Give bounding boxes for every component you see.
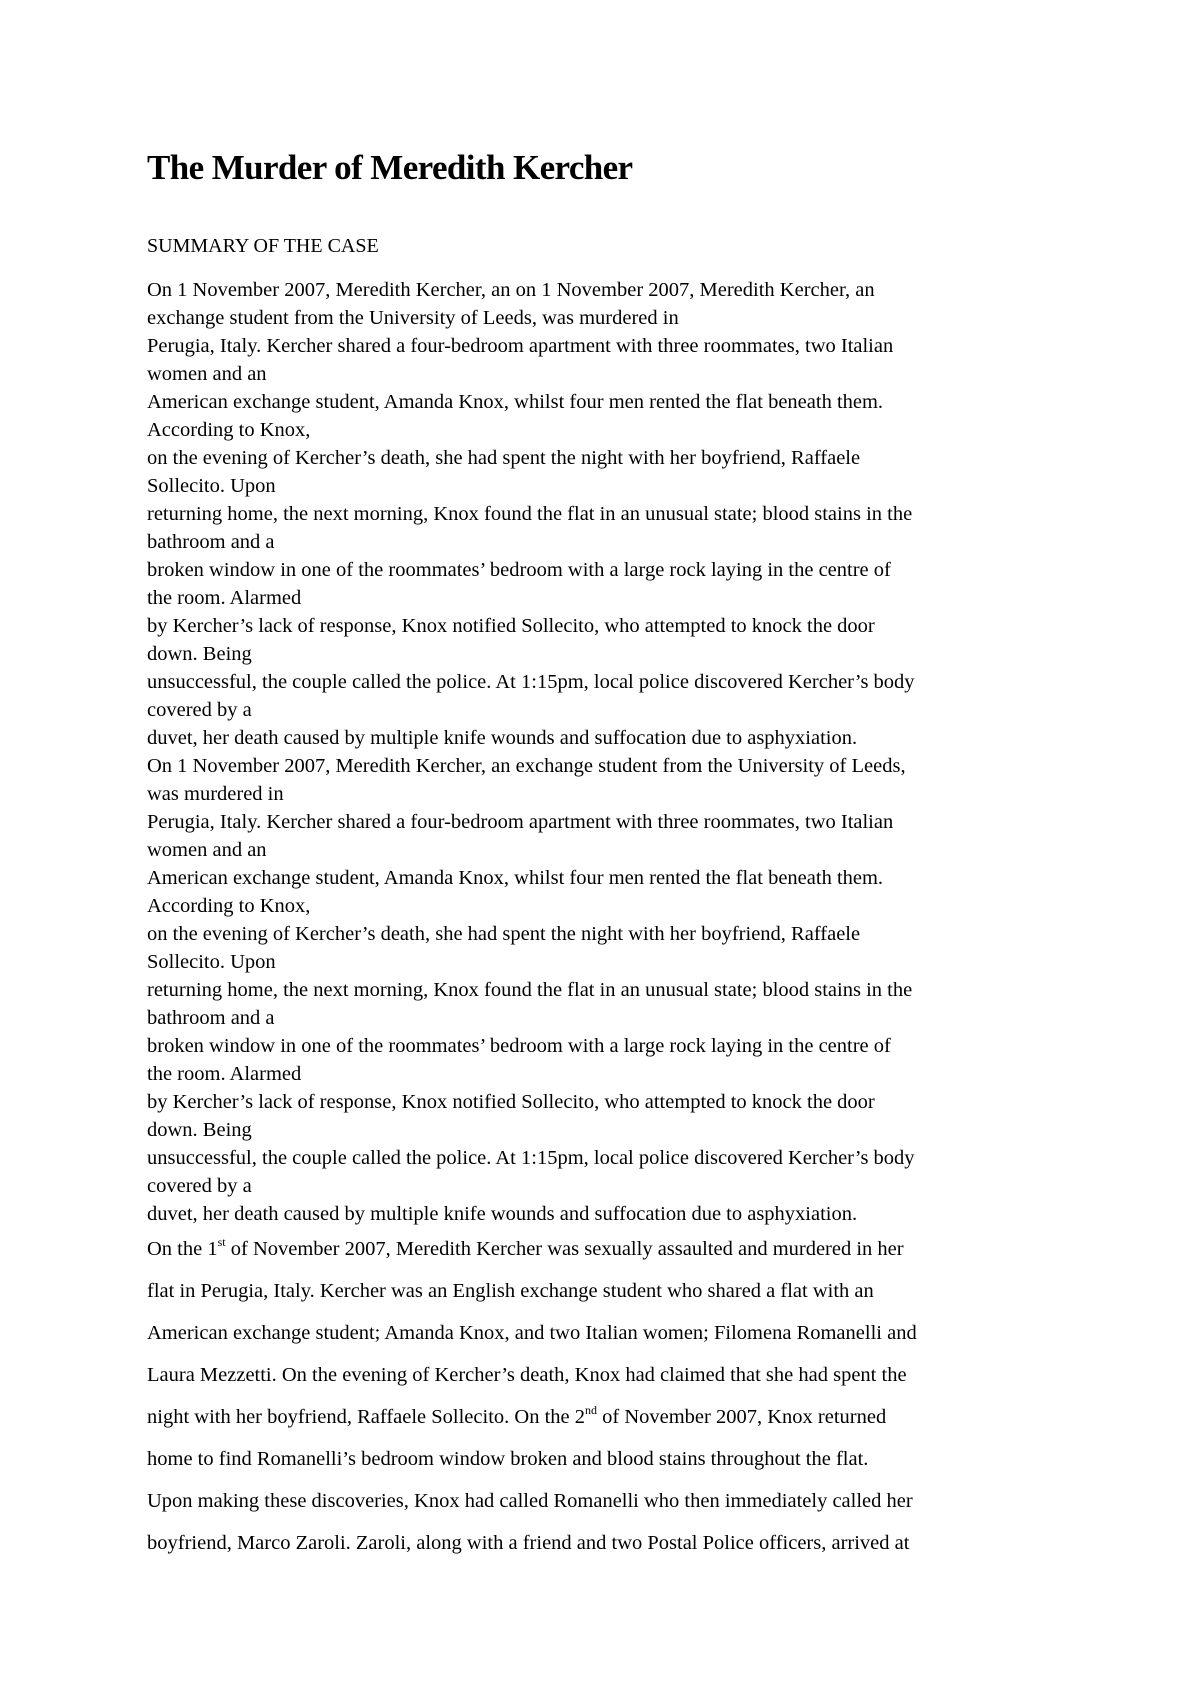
text-line: down. Being	[147, 643, 252, 665]
text-segment: night with her boyfriend, Raffaele Sollecito. On the 2	[147, 1406, 585, 1428]
text-line: covered by a	[147, 699, 252, 721]
document-title: The Murder of Meredith Kercher	[147, 148, 633, 187]
text-line: Perugia, Italy. Kercher shared a four-bedroom apartment with three roommates, two Italian	[147, 811, 894, 833]
text-line: broken window in one of the roommates’ bedroom with a large rock laying in the centre of	[147, 1035, 891, 1057]
text-line: broken window in one of the roommates’ bedroom with a large rock laying in the centre of	[147, 559, 891, 581]
text-line: American exchange student, Amanda Knox, whilst four men rented the flat beneath them.	[147, 391, 884, 413]
text-line: on the evening of Kercher’s death, she had spent the night with her boyfriend, Raffaele	[147, 923, 861, 945]
text-line: exchange student from the University of Leeds, was murdered in	[147, 307, 679, 329]
text-line: bathroom and a	[147, 1007, 275, 1029]
text-line: down. Being	[147, 1119, 252, 1141]
section-heading: SUMMARY OF THE CASE	[147, 235, 379, 257]
text-line: women and an	[147, 839, 267, 861]
final-paragraph	[147, 1228, 1077, 1564]
text-segment: of November 2007, Knox returned	[597, 1406, 887, 1428]
ordinal-superscript: st	[217, 1235, 226, 1249]
text-segment: of November 2007, Meredith Kercher was sexually assaulted and murdered in her	[225, 1238, 904, 1260]
text-line: unsuccessful, the couple called the police. At 1:15pm, local police discovered Kercher’s body	[147, 1147, 915, 1169]
text-line	[147, 1396, 1077, 1438]
text-line: bathroom and a	[147, 531, 275, 553]
text-segment: home to find Romanelli’s bedroom window broken and blood stains throughout the flat.	[147, 1448, 869, 1470]
text-line	[147, 1312, 1077, 1354]
text-line: unsuccessful, the couple called the police. At 1:15pm, local police discovered Kercher’s body	[147, 671, 915, 693]
text-line: On 1 November 2007, Meredith Kercher, an on 1 November 2007, Meredith Kercher, an	[147, 279, 875, 301]
text-line: covered by a	[147, 1175, 252, 1197]
text-line: duvet, her death caused by multiple knife wounds and suffocation due to asphyxiation.	[147, 727, 858, 749]
text-line	[147, 1438, 1077, 1480]
text-line: Sollecito. Upon	[147, 475, 276, 497]
text-segment: Upon making these discoveries, Knox had called Romanelli who then immediately called her	[147, 1490, 913, 1512]
text-segment: American exchange student; Amanda Knox, and two Italian women; Filomena Romanelli and	[147, 1322, 917, 1344]
text-line: by Kercher’s lack of response, Knox notified Sollecito, who attempted to knock the door	[147, 1091, 875, 1113]
text-line: American exchange student, Amanda Knox, whilst four men rented the flat beneath them.	[147, 867, 884, 889]
text-line: on the evening of Kercher’s death, she had spent the night with her boyfriend, Raffaele	[147, 447, 861, 469]
text-line: duvet, her death caused by multiple knife wounds and suffocation due to asphyxiation.	[147, 1203, 858, 1225]
draft-paragraph	[147, 276, 1077, 1228]
text-line	[147, 1480, 1077, 1522]
text-segment: flat in Perugia, Italy. Kercher was an English exchange student who shared a flat with an	[147, 1280, 874, 1302]
ordinal-superscript: nd	[585, 1403, 597, 1417]
text-segment: Laura Mezzetti. On the evening of Kercher’s death, Knox had claimed that she had spent the	[147, 1364, 907, 1386]
text-line	[147, 1270, 1077, 1312]
text-line: women and an	[147, 363, 267, 385]
text-line: According to Knox,	[147, 895, 311, 917]
text-line: returning home, the next morning, Knox found the flat in an unusual state; blood stains in the	[147, 979, 913, 1001]
text-line	[147, 1228, 1077, 1270]
text-line: Perugia, Italy. Kercher shared a four-bedroom apartment with three roommates, two Italian	[147, 335, 894, 357]
text-line	[147, 1522, 1077, 1564]
text-line: the room. Alarmed	[147, 1063, 302, 1085]
text-line: According to Knox,	[147, 419, 311, 441]
text-segment: boyfriend, Marco Zaroli. Zaroli, along with a friend and two Postal Police officers, arrived at	[147, 1532, 910, 1554]
text-line: On 1 November 2007, Meredith Kercher, an exchange student from the University of Leeds,	[147, 755, 906, 777]
text-line: the room. Alarmed	[147, 587, 302, 609]
text-segment: On the 1	[147, 1238, 218, 1260]
text-line: Sollecito. Upon	[147, 951, 276, 973]
text-line: by Kercher’s lack of response, Knox notified Sollecito, who attempted to knock the door	[147, 615, 875, 637]
text-line: was murdered in	[147, 783, 284, 805]
text-line: returning home, the next morning, Knox found the flat in an unusual state; blood stains in the	[147, 503, 913, 525]
text-line	[147, 1354, 1077, 1396]
